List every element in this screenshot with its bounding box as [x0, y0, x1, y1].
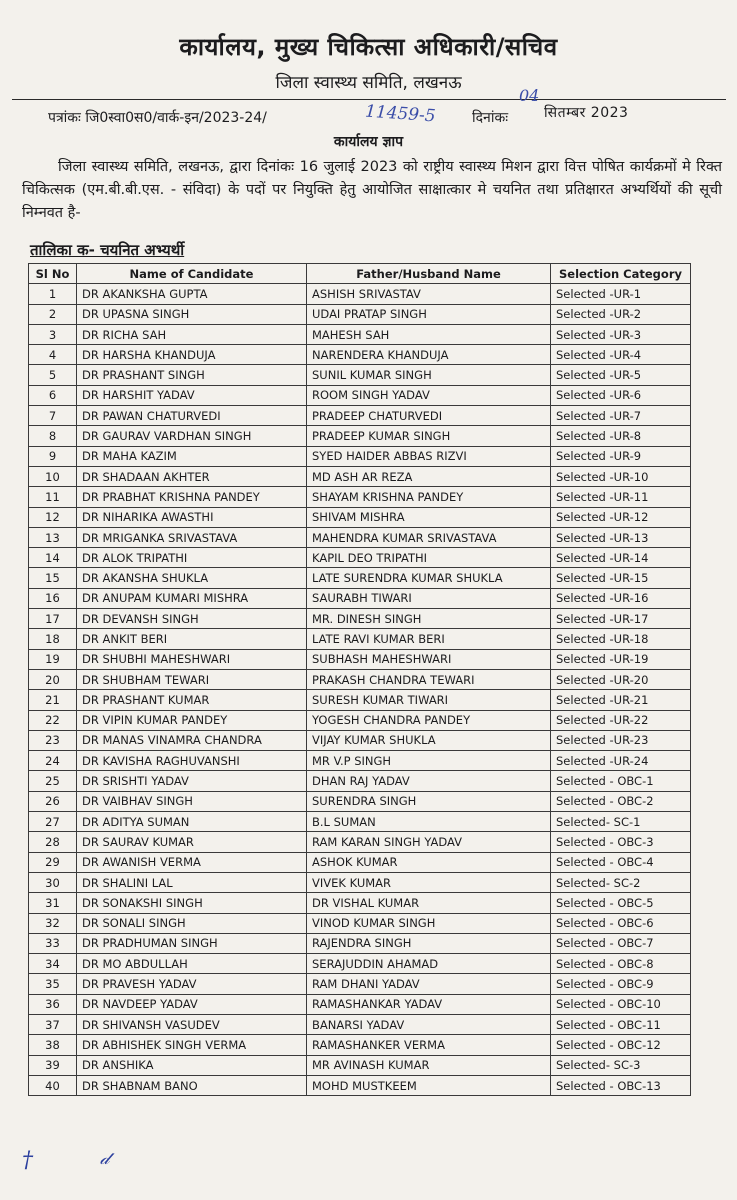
cell-candidate-name: DR PRABHAT KRISHNA PANDEY [77, 487, 307, 507]
signature-mark-right: 𝒹 [100, 1148, 110, 1169]
table-row [29, 832, 691, 852]
cell-candidate-name: DR SHABNAM BANO [77, 1075, 307, 1095]
table-row [29, 609, 691, 629]
cell-father-husband-name: PRADEEP CHATURVEDI [307, 406, 551, 426]
cell-candidate-name: DR ANUPAM KUMARI MISHRA [77, 588, 307, 608]
cell-selection-category: Selected -UR-21 [551, 690, 691, 710]
cell-candidate-name: DR MO ABDULLAH [77, 954, 307, 974]
cell-selection-category: Selected -UR-17 [551, 609, 691, 629]
cell-father-husband-name: RAMASHANKAR YADAV [307, 994, 551, 1014]
cell-selection-category: Selected- SC-3 [551, 1055, 691, 1075]
cell-father-husband-name: RAM DHANI YADAV [307, 974, 551, 994]
cell-father-husband-name: SURENDRA SINGH [307, 791, 551, 811]
cell-sl-no: 26 [29, 791, 77, 811]
cell-selection-category: Selected- SC-2 [551, 872, 691, 892]
table-row [29, 588, 691, 608]
cell-sl-no: 6 [29, 385, 77, 405]
selected-candidates-table [28, 263, 691, 1096]
table-row [29, 751, 691, 771]
cell-candidate-name: DR SHADAAN AKHTER [77, 466, 307, 486]
table-header-row [29, 264, 691, 284]
cell-candidate-name: DR SONALI SINGH [77, 913, 307, 933]
cell-selection-category: Selected - OBC-2 [551, 791, 691, 811]
cell-father-husband-name: SERAJUDDIN AHAMAD [307, 954, 551, 974]
cell-sl-no: 13 [29, 527, 77, 547]
table-row [29, 548, 691, 568]
table-row [29, 324, 691, 344]
cell-selection-category: Selected -UR-1 [551, 284, 691, 304]
office-title: कार्यालय, मुख्य चिकित्सा अधिकारी/सचिव [179, 33, 558, 61]
table-row [29, 791, 691, 811]
cell-candidate-name: DR SHIVANSH VASUDEV [77, 1014, 307, 1034]
cell-candidate-name: DR SHUBHI MAHESHWARI [77, 649, 307, 669]
cell-candidate-name: DR ANSHIKA [77, 1055, 307, 1075]
cell-father-husband-name: SUBHASH MAHESHWARI [307, 649, 551, 669]
cell-selection-category: Selected -UR-24 [551, 751, 691, 771]
table-row [29, 629, 691, 649]
cell-selection-category: Selected - OBC-6 [551, 913, 691, 933]
cell-selection-category: Selected - OBC-10 [551, 994, 691, 1014]
cell-selection-category: Selected - OBC-7 [551, 933, 691, 953]
cell-father-husband-name: RAMASHANKER VERMA [307, 1035, 551, 1055]
table-row [29, 1014, 691, 1034]
cell-father-husband-name: YOGESH CHANDRA PANDEY [307, 710, 551, 730]
header-candidate-name: Name of Candidate [77, 264, 307, 284]
table-row [29, 913, 691, 933]
cell-candidate-name: DR VAIBHAV SINGH [77, 791, 307, 811]
cell-sl-no: 40 [29, 1075, 77, 1095]
date-label: दिनांकः [472, 110, 509, 126]
table-row [29, 669, 691, 689]
cell-sl-no: 15 [29, 568, 77, 588]
cell-selection-category: Selected -UR-2 [551, 304, 691, 324]
cell-father-husband-name: LATE RAVI KUMAR BERI [307, 629, 551, 649]
cell-sl-no: 7 [29, 406, 77, 426]
cell-sl-no: 35 [29, 974, 77, 994]
cell-father-husband-name: SAURABH TIWARI [307, 588, 551, 608]
table-row [29, 507, 691, 527]
header-selection-category: Selection Category [551, 264, 691, 284]
cell-selection-category: Selected - OBC-11 [551, 1014, 691, 1034]
cell-father-husband-name: RAM KARAN SINGH YADAV [307, 832, 551, 852]
cell-father-husband-name: VIVEK KUMAR [307, 872, 551, 892]
cell-sl-no: 9 [29, 446, 77, 466]
header-sl-no: Sl No [29, 264, 77, 284]
table-row [29, 690, 691, 710]
memo-paragraph-text: जिला स्वास्थ्य समिति, लखनऊ, द्वारा दिनांकः 16 जुलाई 2023 को राष्ट्रीय स्वास्थ्य मिशन द्वारा वित्त पोषित कार्यक्रमों मे रिक्त चिकित्सक (एम.बी.बी.एस. - संविदा) के पदों पर नियुक्ति हेतु आयोजित साक्षात्कार मे चयनित तथा प्रतिक्षारत अभ्यर्थियों की सूची निम्नवत है- [22, 159, 722, 221]
table-row [29, 1035, 691, 1055]
cell-candidate-name: DR PAWAN CHATURVEDI [77, 406, 307, 426]
table-row [29, 365, 691, 385]
table-row [29, 527, 691, 547]
cell-candidate-name: DR PRADHUMAN SINGH [77, 933, 307, 953]
cell-selection-category: Selected- SC-1 [551, 812, 691, 832]
cell-candidate-name: DR SRISHTI YADAV [77, 771, 307, 791]
cell-candidate-name: DR ANKIT BERI [77, 629, 307, 649]
office-subtitle: जिला स्वास्थ्य समिति, लखनऊ [275, 73, 462, 93]
cell-father-husband-name: ASHOK KUMAR [307, 852, 551, 872]
cell-sl-no: 37 [29, 1014, 77, 1034]
cell-sl-no: 32 [29, 913, 77, 933]
table-row [29, 933, 691, 953]
cell-father-husband-name: BANARSI YADAV [307, 1014, 551, 1034]
table-row [29, 568, 691, 588]
cell-selection-category: Selected - OBC-9 [551, 974, 691, 994]
cell-sl-no: 30 [29, 872, 77, 892]
cell-sl-no: 10 [29, 466, 77, 486]
cell-sl-no: 29 [29, 852, 77, 872]
table-row [29, 426, 691, 446]
cell-father-husband-name: MOHD MUSTKEEM [307, 1075, 551, 1095]
cell-selection-category: Selected -UR-19 [551, 649, 691, 669]
cell-father-husband-name: PRAKASH CHANDRA TEWARI [307, 669, 551, 689]
cell-selection-category: Selected -UR-18 [551, 629, 691, 649]
cell-sl-no: 11 [29, 487, 77, 507]
table-row [29, 852, 691, 872]
cell-father-husband-name: MR. DINESH SINGH [307, 609, 551, 629]
cell-sl-no: 36 [29, 994, 77, 1014]
cell-sl-no: 28 [29, 832, 77, 852]
cell-sl-no: 27 [29, 812, 77, 832]
cell-selection-category: Selected -UR-7 [551, 406, 691, 426]
table-row [29, 466, 691, 486]
cell-candidate-name: DR AKANSHA SHUKLA [77, 568, 307, 588]
cell-selection-category: Selected -UR-3 [551, 324, 691, 344]
cell-candidate-name: DR SHUBHAM TEWARI [77, 669, 307, 689]
header-divider [12, 99, 726, 100]
memo-paragraph [22, 156, 722, 225]
cell-sl-no: 24 [29, 751, 77, 771]
cell-father-husband-name: SURESH KUMAR TIWARI [307, 690, 551, 710]
cell-selection-category: Selected -UR-10 [551, 466, 691, 486]
table-row [29, 446, 691, 466]
cell-selection-category: Selected - OBC-4 [551, 852, 691, 872]
cell-father-husband-name: DR VISHAL KUMAR [307, 893, 551, 913]
cell-father-husband-name: MR AVINASH KUMAR [307, 1055, 551, 1075]
cell-sl-no: 1 [29, 284, 77, 304]
cell-father-husband-name: UDAI PRATAP SINGH [307, 304, 551, 324]
cell-father-husband-name: DHAN RAJ YADAV [307, 771, 551, 791]
cell-selection-category: Selected -UR-9 [551, 446, 691, 466]
cell-selection-category: Selected - OBC-3 [551, 832, 691, 852]
cell-sl-no: 19 [29, 649, 77, 669]
cell-selection-category: Selected -UR-5 [551, 365, 691, 385]
cell-father-husband-name: SYED HAIDER ABBAS RIZVI [307, 446, 551, 466]
cell-candidate-name: DR ADITYA SUMAN [77, 812, 307, 832]
table-row [29, 406, 691, 426]
table-row [29, 994, 691, 1014]
cell-selection-category: Selected -UR-12 [551, 507, 691, 527]
table-row [29, 893, 691, 913]
cell-candidate-name: DR SONAKSHI SINGH [77, 893, 307, 913]
table-row [29, 385, 691, 405]
cell-selection-category: Selected - OBC-13 [551, 1075, 691, 1095]
cell-selection-category: Selected -UR-6 [551, 385, 691, 405]
date-month-year: सितम्बर 2023 [544, 105, 629, 121]
cell-candidate-name: DR UPASNA SINGH [77, 304, 307, 324]
reference-prefix: पत्रांकः जि0स्वा0स0/वार्क-इन/2023-24/ [48, 110, 267, 126]
cell-father-husband-name: KAPIL DEO TRIPATHI [307, 548, 551, 568]
header-father-husband-name: Father/Husband Name [307, 264, 551, 284]
cell-selection-category: Selected -UR-8 [551, 426, 691, 446]
cell-sl-no: 5 [29, 365, 77, 385]
cell-candidate-name: DR HARSHA KHANDUJA [77, 345, 307, 365]
cell-selection-category: Selected -UR-16 [551, 588, 691, 608]
cell-candidate-name: DR ABHISHEK SINGH VERMA [77, 1035, 307, 1055]
cell-father-husband-name: ASHISH SRIVASTAV [307, 284, 551, 304]
table-row [29, 710, 691, 730]
cell-father-husband-name: RAJENDRA SINGH [307, 933, 551, 953]
cell-sl-no: 39 [29, 1055, 77, 1075]
cell-sl-no: 4 [29, 345, 77, 365]
cell-father-husband-name: SHIVAM MISHRA [307, 507, 551, 527]
cell-candidate-name: DR NAVDEEP YADAV [77, 994, 307, 1014]
cell-selection-category: Selected -UR-13 [551, 527, 691, 547]
cell-candidate-name: DR GAURAV VARDHAN SINGH [77, 426, 307, 446]
cell-candidate-name: DR PRAVESH YADAV [77, 974, 307, 994]
table-body [29, 284, 691, 1096]
cell-father-husband-name: VIJAY KUMAR SHUKLA [307, 730, 551, 750]
table-row [29, 771, 691, 791]
table-row [29, 730, 691, 750]
cell-selection-category: Selected - OBC-1 [551, 771, 691, 791]
cell-father-husband-name: ROOM SINGH YADAV [307, 385, 551, 405]
memo-title: कार्यालय ज्ञाप [333, 134, 404, 150]
cell-sl-no: 21 [29, 690, 77, 710]
cell-father-husband-name: MD ASH AR REZA [307, 466, 551, 486]
table-row [29, 1075, 691, 1095]
cell-father-husband-name: PRADEEP KUMAR SINGH [307, 426, 551, 446]
cell-selection-category: Selected -UR-14 [551, 548, 691, 568]
table-row [29, 487, 691, 507]
cell-selection-category: Selected -UR-23 [551, 730, 691, 750]
table-row [29, 974, 691, 994]
cell-candidate-name: DR HARSHIT YADAV [77, 385, 307, 405]
cell-candidate-name: DR NIHARIKA AWASTHI [77, 507, 307, 527]
cell-selection-category: Selected - OBC-12 [551, 1035, 691, 1055]
cell-candidate-name: DR PRASHANT KUMAR [77, 690, 307, 710]
cell-sl-no: 33 [29, 933, 77, 953]
cell-sl-no: 18 [29, 629, 77, 649]
handwritten-date-day: 04 [519, 86, 540, 105]
cell-father-husband-name: VINOD KUMAR SINGH [307, 913, 551, 933]
cell-selection-category: Selected -UR-15 [551, 568, 691, 588]
table-row [29, 345, 691, 365]
table-row [29, 872, 691, 892]
cell-sl-no: 8 [29, 426, 77, 446]
cell-sl-no: 2 [29, 304, 77, 324]
table-row [29, 284, 691, 304]
table-row [29, 649, 691, 669]
cell-sl-no: 31 [29, 893, 77, 913]
cell-sl-no: 3 [29, 324, 77, 344]
cell-sl-no: 12 [29, 507, 77, 527]
cell-sl-no: 14 [29, 548, 77, 568]
cell-selection-category: Selected -UR-22 [551, 710, 691, 730]
cell-selection-category: Selected - OBC-8 [551, 954, 691, 974]
cell-sl-no: 25 [29, 771, 77, 791]
cell-candidate-name: DR PRASHANT SINGH [77, 365, 307, 385]
cell-father-husband-name: LATE SURENDRA KUMAR SHUKLA [307, 568, 551, 588]
cell-candidate-name: DR RICHA SAH [77, 324, 307, 344]
cell-candidate-name: DR SAURAV KUMAR [77, 832, 307, 852]
cell-father-husband-name: SHAYAM KRISHNA PANDEY [307, 487, 551, 507]
cell-selection-category: Selected - OBC-5 [551, 893, 691, 913]
cell-father-husband-name: MAHENDRA KUMAR SRIVASTAVA [307, 527, 551, 547]
cell-candidate-name: DR DEVANSH SINGH [77, 609, 307, 629]
cell-sl-no: 16 [29, 588, 77, 608]
cell-candidate-name: DR SHALINI LAL [77, 872, 307, 892]
cell-father-husband-name: NARENDERA KHANDUJA [307, 345, 551, 365]
table-row [29, 812, 691, 832]
cell-candidate-name: DR AKANKSHA GUPTA [77, 284, 307, 304]
cell-sl-no: 38 [29, 1035, 77, 1055]
cell-selection-category: Selected -UR-11 [551, 487, 691, 507]
cell-candidate-name: DR MRIGANKA SRIVASTAVA [77, 527, 307, 547]
cell-candidate-name: DR VIPIN KUMAR PANDEY [77, 710, 307, 730]
table-row [29, 304, 691, 324]
cell-selection-category: Selected -UR-20 [551, 669, 691, 689]
cell-candidate-name: DR ALOK TRIPATHI [77, 548, 307, 568]
cell-father-husband-name: SUNIL KUMAR SINGH [307, 365, 551, 385]
cell-sl-no: 20 [29, 669, 77, 689]
cell-sl-no: 17 [29, 609, 77, 629]
table-row [29, 1055, 691, 1075]
cell-father-husband-name: MAHESH SAH [307, 324, 551, 344]
cell-father-husband-name: MR V.P SINGH [307, 751, 551, 771]
cell-candidate-name: DR MAHA KAZIM [77, 446, 307, 466]
table-caption: तालिका क- चयनित अभ्यर्थी [30, 241, 185, 259]
cell-sl-no: 23 [29, 730, 77, 750]
cell-father-husband-name: B.L SUMAN [307, 812, 551, 832]
cell-candidate-name: DR AWANISH VERMA [77, 852, 307, 872]
cell-candidate-name: DR MANAS VINAMRA CHANDRA [77, 730, 307, 750]
cell-candidate-name: DR KAVISHA RAGHUVANSHI [77, 751, 307, 771]
cell-sl-no: 34 [29, 954, 77, 974]
table-row [29, 954, 691, 974]
signature-mark-left: † [22, 1148, 33, 1173]
cell-sl-no: 22 [29, 710, 77, 730]
cell-selection-category: Selected -UR-4 [551, 345, 691, 365]
handwritten-reference-number: 11459-5 [364, 101, 437, 127]
